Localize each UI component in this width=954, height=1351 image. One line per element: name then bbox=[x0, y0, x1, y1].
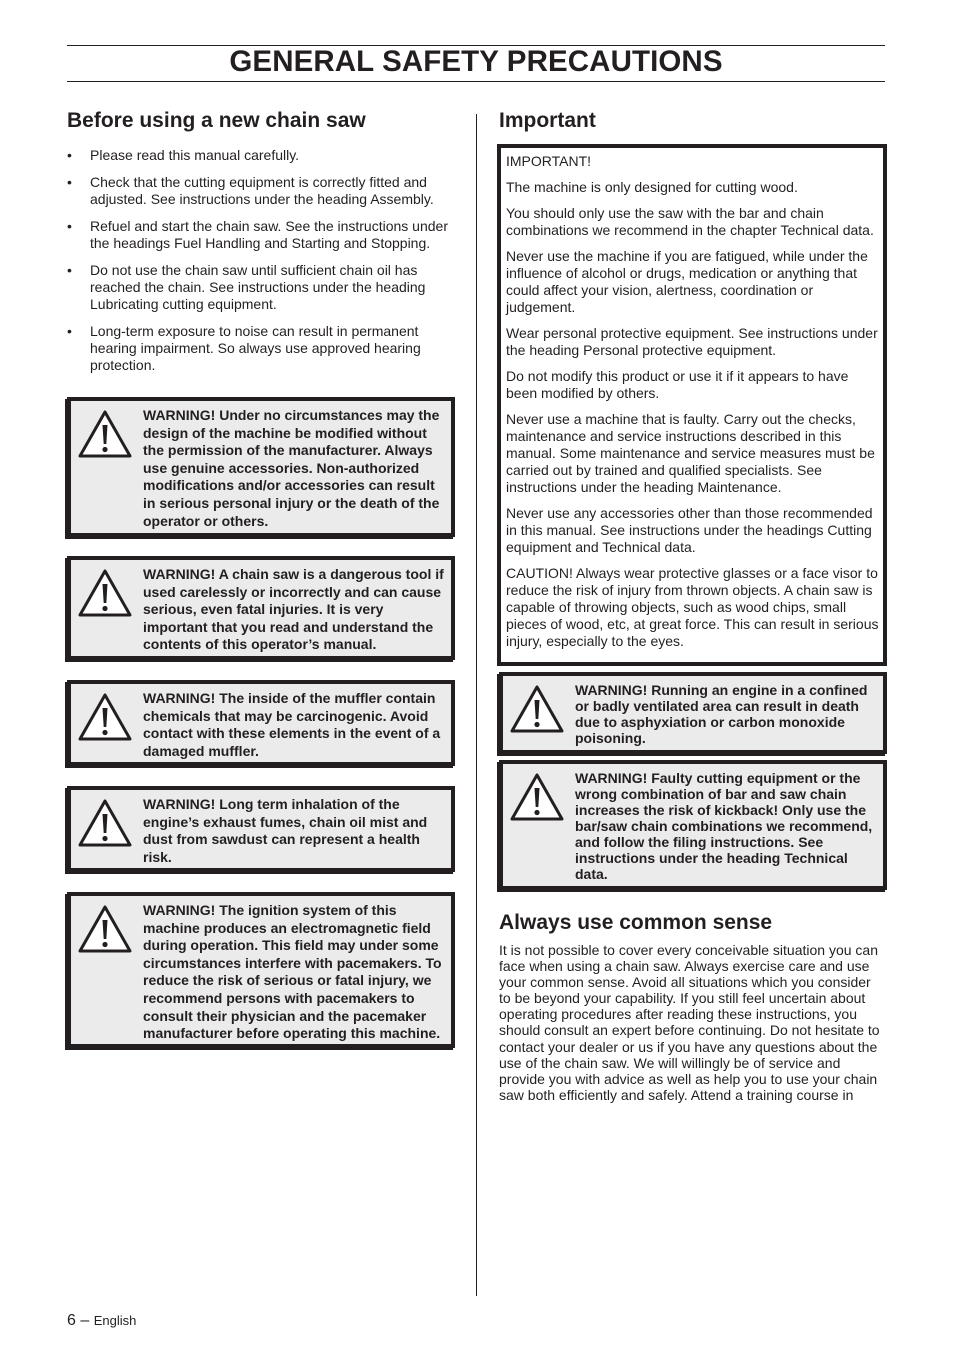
important-paragraph: Do not modify this product or use it if it appears to have been modified by others. bbox=[506, 368, 849, 401]
bullet-icon: • bbox=[67, 218, 72, 234]
warning-text: WARNING! Long term inhalation of the engine’s exhaust fumes, chain oil mist and dust from sawdust can represent a health risk. bbox=[143, 796, 428, 865]
column-divider bbox=[476, 114, 477, 1296]
common-sense-paragraph: It is not possible to cover every conceivable situation you can face when using a chain saw. Always exercise care and use your common sense. Avoid all situations which you consider to be beyond your capability. If you still feel uncertain about operating procedures after reading these instructions, you should consult an expert before continuing. Do not hesitate to contact your dealer or us if you have any questions about the use of the chain saw. We will willingly be of service and provide you with advice as well as help you to use your chain saw both efficiently and safely. Attend a training course in bbox=[499, 942, 880, 1103]
page-title: GENERAL SAFETY PRECAUTIONS bbox=[229, 45, 723, 78]
warning-text: WARNING! The inside of the muffler contain chemicals that may be carcinogenic. Avoid contact with these elements in the event of a damaged muffler. bbox=[143, 690, 441, 759]
title-underline bbox=[67, 81, 885, 82]
important-paragraph: CAUTION! Always wear protective glasses or a face visor to reduce the risk of injury from thrown objects. A chain saw is capable of throwing objects, such as wood chips, small pieces of wood, etc, at great force. This can result in serious injury, especially to the eyes. bbox=[506, 565, 879, 649]
important-paragraph: Never use any accessories other than those recommended in this manual. See instructions under the headings Cutting equipment and Technical data. bbox=[506, 505, 873, 555]
important-paragraph: The machine is only designed for cutting wood. bbox=[506, 179, 798, 195]
warning-text: WARNING! Running an engine in a confined or badly ventilated area can result in death due to asphyxiation or carbon monoxide poisoning. bbox=[575, 682, 868, 746]
important-paragraph: Wear personal protective equipment. See instructions under the heading Personal protective equipment. bbox=[506, 325, 878, 358]
list-item: • Do not use the chain saw until sufficient chain oil has reached the chain. See instructions under the heading Lubricating cutting equipment. bbox=[67, 262, 426, 312]
warning-text: WARNING! A chain saw is a dangerous tool if used carelessly or incorrectly and can cause serious, even fatal injuries. It is very important that you read and understand the contents of this operator’s manual. bbox=[143, 566, 444, 653]
list-item: • Refuel and start the chain saw. See the instructions under the headings Fuel Handling and Starting and Stopping. bbox=[67, 218, 448, 251]
list-item: • Long-term exposure to noise can result in permanent hearing impairment. So always use approved hearing protection. bbox=[67, 323, 421, 373]
footer-language: English bbox=[93, 1313, 137, 1328]
warning-box-pacemaker bbox=[67, 892, 455, 1048]
important-paragraph: Never use the machine if you are fatigued, while under the influence of alcohol or drugs, medication or anything that could affect your vision, alertness, coordination or judgement. bbox=[506, 248, 868, 315]
page-footer bbox=[67, 1312, 136, 1330]
warning-text: WARNING! The ignition system of this machine produces an electromagnetic field during operation. This field may under some circumstances interfere with pacemakers. To reduce the risk of serious or fatal injury, we recommend persons with pacemakers to consult their physician and the pacemaker manufacturer before operating this machine. bbox=[143, 902, 442, 1042]
warning-text: WARNING! Faulty cutting equipment or the wrong combination of bar and saw chain increases the risk of kickback! Only use the bar/saw chain combinations we recommend, and follow the filing instructions. See instructions under the heading Technical data. bbox=[575, 770, 873, 882]
section-heading-before-using: Before using a new chain saw bbox=[67, 109, 366, 132]
list-item: • Check that the cutting equipment is correctly fitted and adjusted. See instructions under the heading Assembly. bbox=[67, 174, 434, 207]
page-number: 6 bbox=[67, 1312, 76, 1329]
warning-box-exhaust bbox=[67, 786, 455, 872]
warning-triangle-icon bbox=[77, 409, 133, 459]
footer-dash: – bbox=[80, 1312, 90, 1329]
list-item: • Please read this manual carefully. bbox=[67, 147, 300, 163]
section-heading-common-sense: Always use common sense bbox=[499, 911, 773, 934]
warning-triangle-icon bbox=[77, 798, 133, 848]
bullet-icon: • bbox=[67, 147, 72, 163]
warning-triangle-icon bbox=[77, 692, 133, 742]
warning-box-ventilation bbox=[499, 672, 887, 754]
bullet-icon: • bbox=[67, 262, 72, 278]
before-use-list bbox=[67, 147, 457, 384]
warning-triangle-icon bbox=[509, 684, 565, 734]
warning-box-dangerous-tool bbox=[67, 556, 455, 660]
section-heading-important: Important bbox=[499, 109, 596, 132]
important-box bbox=[497, 144, 887, 666]
warning-triangle-icon bbox=[509, 772, 565, 822]
warning-box-muffler bbox=[67, 680, 455, 766]
warning-text: WARNING! Under no circumstances may the design of the machine be modified without the permission of the manufacturer. Always use genuine accessories. Non-authorized modifications and/or accessories can result in serious personal injury or the death of the operator or others. bbox=[143, 407, 440, 529]
warning-box-modification bbox=[67, 397, 455, 537]
warning-triangle-icon bbox=[77, 904, 133, 954]
warning-box-kickback bbox=[499, 760, 887, 890]
important-paragraph: You should only use the saw with the bar and chain combinations we recommend in the chapter Technical data. bbox=[506, 205, 874, 238]
bullet-icon: • bbox=[67, 323, 72, 339]
warning-triangle-icon bbox=[77, 568, 133, 618]
bullet-icon: • bbox=[67, 174, 72, 190]
important-paragraph: IMPORTANT! bbox=[506, 153, 592, 169]
important-paragraph: Never use a machine that is faulty. Carry out the checks, maintenance and service instructions described in this manual. Some maintenance and service measures must be carried out by trained and qualified specialists. See instructions under the heading Maintenance. bbox=[506, 411, 875, 495]
